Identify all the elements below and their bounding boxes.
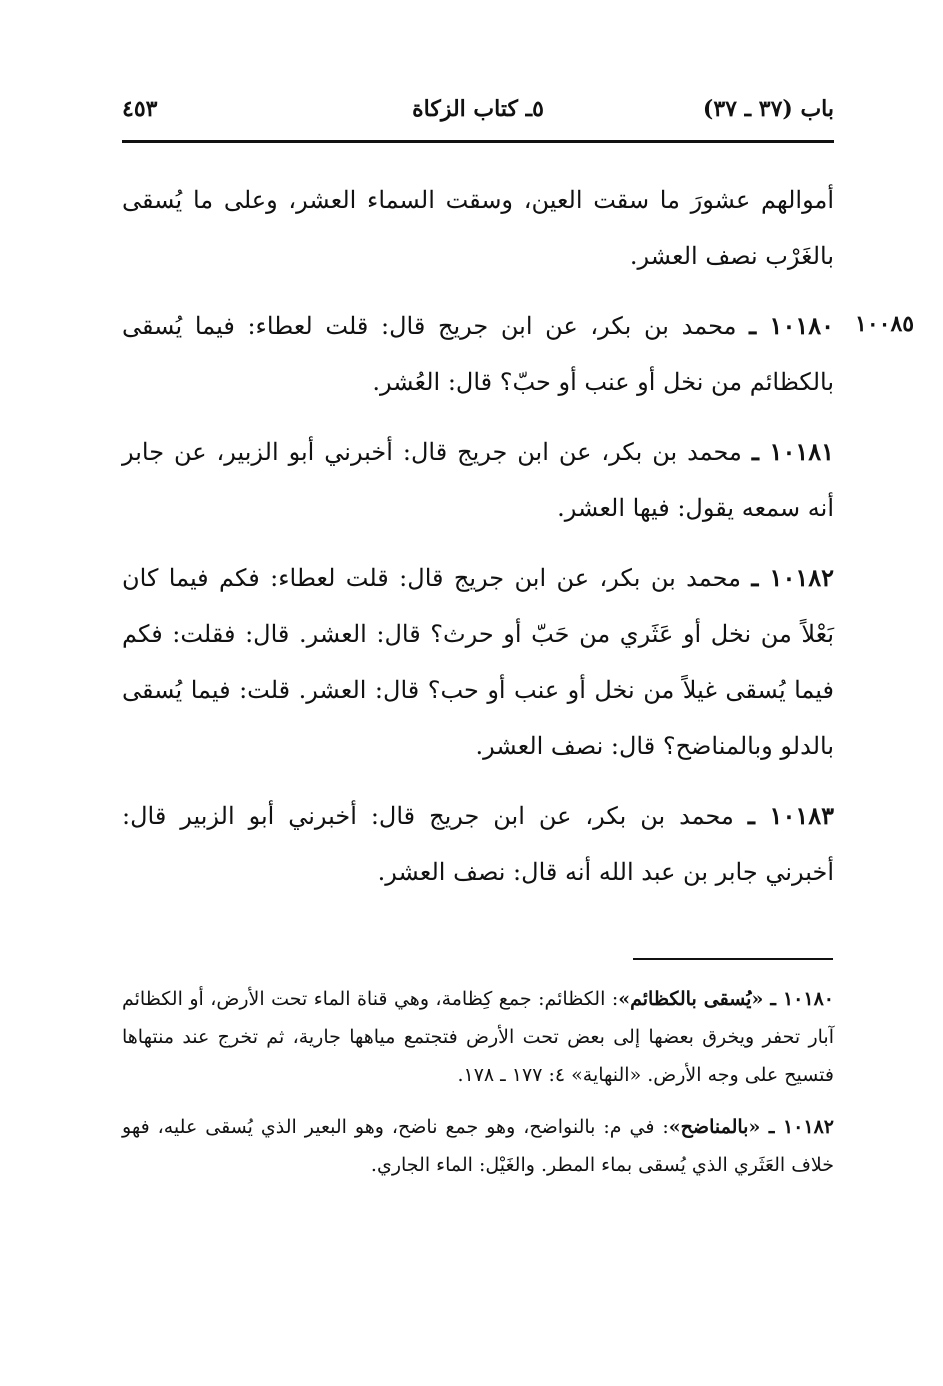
hadith-number: ١٠١٨٣ ـ [747,801,834,830]
paragraph-text: أموالهم عشورَ ما سقت العين، وسقت السماء العشر، وعلى ما يُسقى بالغَرْب نصف العشر. [122,186,834,270]
footnote-10180 [122,980,834,1094]
hadith-10180 [122,298,834,410]
footnote-text: : في م: بالنواضح، وهو جمع ناضح، وهو البعير الذي يُسقى عليه، فهو خلاف العَثَري الذي يُسقى بماء المطر. والغَيْل: الماء الجاري. [122,1116,834,1176]
hadith-text: محمد بن بكر، عن ابن جريج قال: قلت لعطاء: فيما يُسقى بالكظائم من نخل أو عنب أو حبّ؟ قال: العُشر. [122,312,834,396]
hadith-text: محمد بن بكر، عن ابن جريج قال: أخبرني أبو الزبير قال: أخبرني جابر بن عبد الله أنه قال: نصف العشر. [122,802,834,886]
footnote-separator [633,958,833,960]
footnotes [122,980,834,1198]
hadith-text: محمد بن بكر، عن ابن جريج قال: أخبرني أبو الزبير، عن جابر أنه سمعه يقول: فيها العشر. [122,438,834,522]
hadith-number: ١٠١٨٠ ـ [749,311,834,340]
hadith-number: ١٠١٨٢ ـ [751,563,834,592]
main-text [122,172,834,914]
paragraph-continuation [122,172,834,284]
header-rule [122,140,834,143]
footnote-ref: ١٠١٨٠ ـ «يُسقى بالكظائم» [618,988,834,1010]
hadith-number: ١٠١٨١ ـ [751,437,834,466]
chapter-label: باب (٣٧ ـ ٣٧) [702,96,834,122]
footnote-text: : الكظائم: جمع كِظامة، وهي قناة الماء تحت الأرض، أو الكظائم آبار تحفر ويخرق بعضها إلى بعض تحت الأرض فتجتمع مياهها جارية، ثم تخرج عند منتهاها فتسيح على وجه الأرض. «النهاية» ٤: ١٧٧ ـ ١٧٨. [122,988,834,1086]
hadith-text: محمد بن بكر، عن ابن جريج قال: قلت لعطاء: فكم فيما كان بَعْلاً من نخل أو عَثَري من حَبّ أو حرث؟ قال: العشر. قال: فقلت: فكم فيما يُسقى غيلاً من نخل أو عنب أو حب؟ قال: العشر. قلت: فيما يُسقى بالدلو وبالمناضح؟ قال: نصف العشر. [122,564,834,760]
margin-hadith-number: ١٠٠٨٥ [855,311,915,337]
hadith-10183 [122,788,834,900]
hadith-10182 [122,550,834,774]
page-number: ٤٥٣ [122,96,158,122]
hadith-10181 [122,424,834,536]
book-title: ٥ـ كتاب الزكاة [412,96,544,122]
running-header [122,90,834,130]
footnote-10182 [122,1108,834,1184]
footnote-ref: ١٠١٨٢ ـ «بالمناضح» [668,1116,834,1138]
